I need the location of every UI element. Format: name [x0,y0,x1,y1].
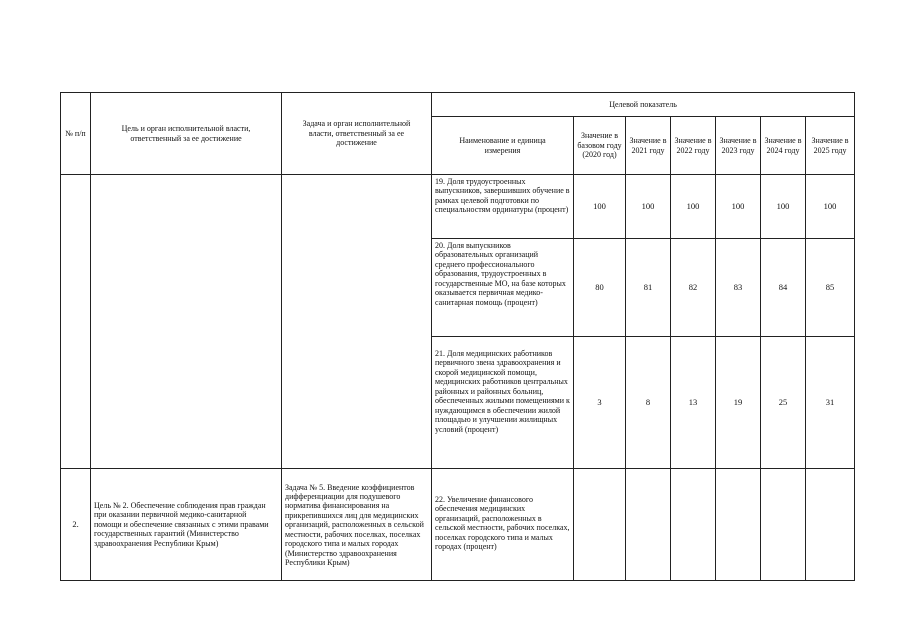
header-2021: Значение в 2021 году [626,117,671,175]
empty-goal-cell [91,175,282,469]
header-2023: Значение в 2023 году [716,117,761,175]
header-2024: Значение в 2024 году [761,117,806,175]
indicator-name: 21. Доля медицинских работников первичного звена здравоохранения и скорой медицинской помощи, медицинских работников центральных районных и районных больниц, обеспеченных жилыми помещениями к нуждающимся в обеспечении жилой площадью и улучшении жилищных условий (процент) [432,337,574,469]
value-2023 [716,469,761,581]
indicator-name: 22. Увеличение финансового обеспечения медицинских организаций, расположенных в сельской местности, рабочих поселках, поселках городского типа и малых городах (процент) [432,469,574,581]
value-2023: 19 [716,337,761,469]
value-2024 [761,469,806,581]
row-number: 2. [61,469,91,581]
value-2022: 82 [671,239,716,337]
empty-task-cell [282,175,432,469]
value-2021 [626,469,671,581]
header-num: № п/п [61,93,91,175]
value-2025 [806,469,855,581]
header-2022: Значение в 2022 году [671,117,716,175]
value-2024: 100 [761,175,806,239]
header-indicator: Целевой показатель [432,93,855,117]
table-row [61,175,855,239]
indicator-name: 19. Доля трудоустроенных выпускников, завершивших обучение в рамках целевой подготовки по специальностям ординатуры (процент) [432,175,574,239]
value-2022: 100 [671,175,716,239]
value-base [574,469,626,581]
table-row [61,469,855,581]
value-2024: 84 [761,239,806,337]
value-2023: 83 [716,239,761,337]
header-goal: Цель и орган исполнительной власти, ответственный за ее достижение [91,93,282,175]
value-base: 80 [574,239,626,337]
empty-num-cell [61,175,91,469]
value-2024: 25 [761,337,806,469]
goal-text: Цель № 2. Обеспечение соблюдения прав граждан при оказании первичной медико-санитарной помощи и обеспечение связанных с этими правами государственных гарантий (Министерство здравоохранения Республики Крым) [91,469,282,581]
value-2021: 8 [626,337,671,469]
header-task: Задача и орган исполнительной власти, ответственный за ее достижение [282,93,432,175]
task-text: Задача № 5. Введение коэффициентов дифференциации для подушевого норматива финансирования на прикрепившихся лиц для медицинских организаций, расположенных в сельской местности, рабочих поселках, поселках городского типа и малых городах (Министерство здравоохранения Республики Крым) [282,469,432,581]
value-base: 3 [574,337,626,469]
value-2022 [671,469,716,581]
indicator-name: 20. Доля выпускников образовательных организаций среднего профессионального образования, трудоустроенных в государственные МО, на базе которых оказывается первичная медико-санитарная помощь (процент) [432,239,574,337]
value-2022: 13 [671,337,716,469]
value-2023: 100 [716,175,761,239]
value-2021: 81 [626,239,671,337]
value-2025: 100 [806,175,855,239]
value-2021: 100 [626,175,671,239]
indicator-table [60,92,855,581]
value-base: 100 [574,175,626,239]
header-name: Наименование и единица измерения [432,117,574,175]
header-2025: Значение в 2025 году [806,117,855,175]
value-2025: 31 [806,337,855,469]
header-base: Значение в базовом году (2020 год) [574,117,626,175]
value-2025: 85 [806,239,855,337]
